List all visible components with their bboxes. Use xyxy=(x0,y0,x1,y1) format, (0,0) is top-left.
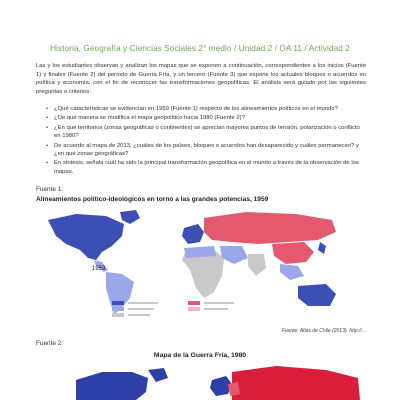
japan xyxy=(318,242,326,254)
china xyxy=(272,242,314,264)
fuente1-citation: Fuente: Atlas de Chile (2013). http://... xyxy=(281,328,366,334)
list-item xyxy=(46,114,366,122)
fuente1-map-title: Alineamientos político-ideológicos en torno a las grandes potencias, 1959 xyxy=(36,196,269,203)
middle-east xyxy=(220,246,248,264)
bullet-icon: • xyxy=(46,115,49,122)
north-africa xyxy=(184,246,216,258)
list-item xyxy=(46,142,366,159)
bullet-icon: • xyxy=(46,160,49,167)
fuente2-map-title: Mapa de la Guerra Fría, 1980 xyxy=(153,352,247,359)
soviet-union xyxy=(204,212,336,244)
question-text: ¿De qué manera se modifica el mapa geopolítico hacia 1980 (Fuente 2)? xyxy=(54,115,245,122)
list-item xyxy=(46,105,366,113)
question-text: ¿Qué características se evidencian en 1959 (Fuente 1) respecto de los alineamientos políticos en el mundo? xyxy=(54,106,338,112)
western-europe xyxy=(182,224,204,244)
greenland xyxy=(148,368,168,382)
question-text: En síntesis, señala cuál ha sido la principal transformación geopolítica en el mundo a través de la observación de los mapas. xyxy=(54,160,359,175)
map-legend xyxy=(112,301,234,317)
bullet-icon: • xyxy=(46,142,49,149)
fuente2-label: Fuente 2: xyxy=(36,340,64,347)
map-year-label: 1959 xyxy=(92,266,106,272)
greenland xyxy=(120,210,140,224)
southeast-asia xyxy=(280,264,304,280)
bullet-icon: • xyxy=(46,124,49,131)
soviet-union xyxy=(232,366,360,400)
eastern-europe xyxy=(228,382,240,396)
list-item xyxy=(46,124,366,141)
world-map-1959 xyxy=(36,206,366,318)
world-map-1980 xyxy=(36,360,366,400)
document-title: Historia, Geografía y Ciencias Sociales 2° medio / Unidad 2 / OA 11 / Actividad 2 xyxy=(50,44,350,53)
fuente1-label: Fuente 1: xyxy=(36,186,64,193)
north-america xyxy=(48,214,124,260)
india xyxy=(248,254,266,276)
list-item xyxy=(46,159,366,176)
intro-paragraph: Las y los estudiantes observan y analizan los mapas que se exponen a continuación, correspondientes a los inicios (Fuente 1) y finales (Fuente 2) del período de Guerra Fría, y un tercero (Fuente 3) que expone los actuales bloques o acuerdos en política y economía, con el fin de reconocer las transformaciones geopolíticas. El análisis será guiado por las siguientes preguntas o criterios: xyxy=(36,63,366,95)
question-list xyxy=(46,105,366,177)
bullet-icon: • xyxy=(46,106,49,112)
question-text: De acuerdo al mapa de 2013, ¿cuáles de los países, bloques o acuerdos han desaparecido y cuáles permanecen? y ¿en qué zonas geográficas? xyxy=(54,142,359,158)
australia xyxy=(298,284,336,306)
question-text: ¿En qué territorios (zonas geográficas o continentes) se aprecian mayores puntos de tensión, polarización o conflicto en 1980? xyxy=(54,124,360,140)
north-america xyxy=(76,372,148,400)
